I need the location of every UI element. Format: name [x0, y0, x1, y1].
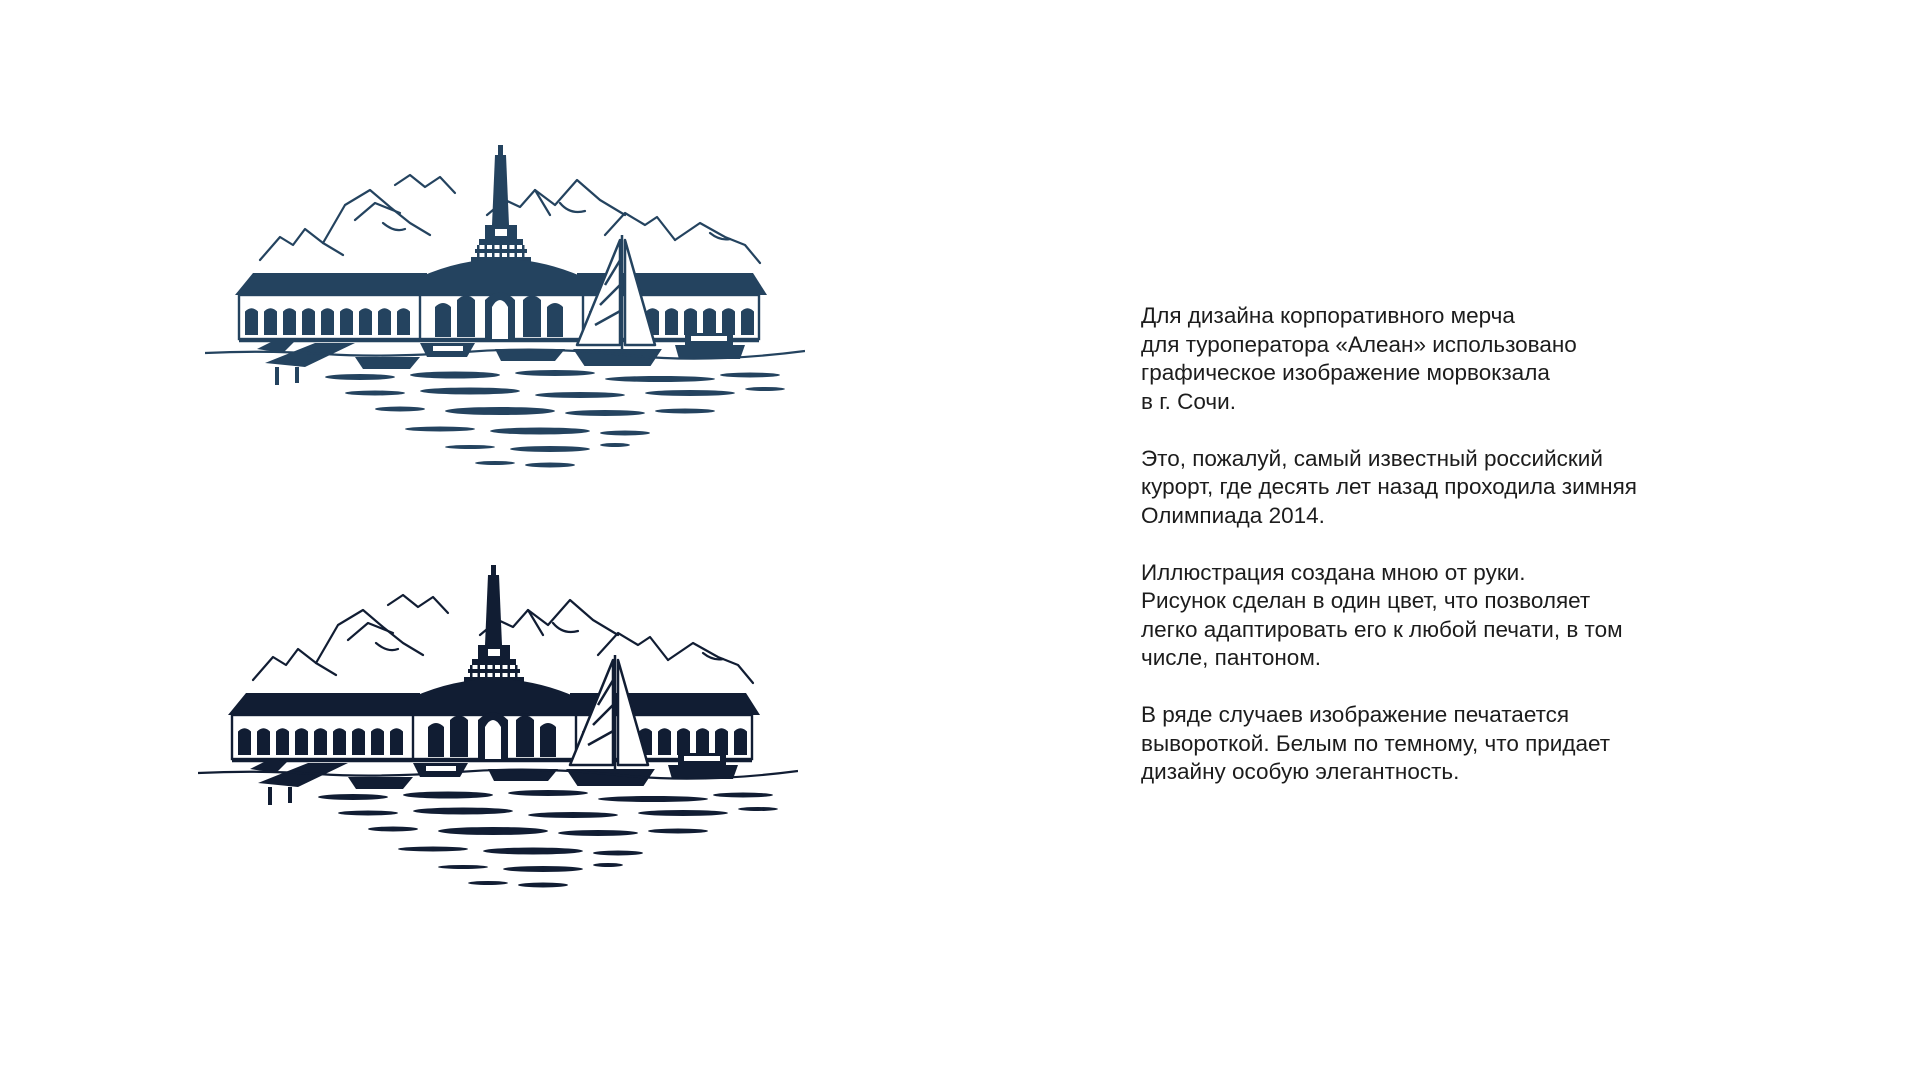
description-text	[1141, 302, 1761, 815]
description-paragraph-1: Для дизайна корпоративного мерча для туроператора «Алеан» использовано графическое изображение морвокзала в г. Сочи.	[1141, 303, 1577, 414]
sochi-seaport-illustration-icon	[198, 565, 798, 895]
description-paragraph-3: Иллюстрация создана мною от руки. Рисунок сделан в один цвет, что позволяет легко адаптировать его к любой печати, в том числе, пантоном.	[1141, 559, 1623, 670]
sochi-seaport-illustration-icon	[205, 145, 805, 475]
description-paragraph-4: В ряде случаев изображение печатается вывороткой. Белым по темному, что придает дизайну особую элегантность.	[1141, 702, 1611, 784]
description-paragraph-2: Это, пожалуй, самый известный российский курорт, где десять лет назад проходила зимняя Олимпиада 2014.	[1141, 445, 1637, 528]
